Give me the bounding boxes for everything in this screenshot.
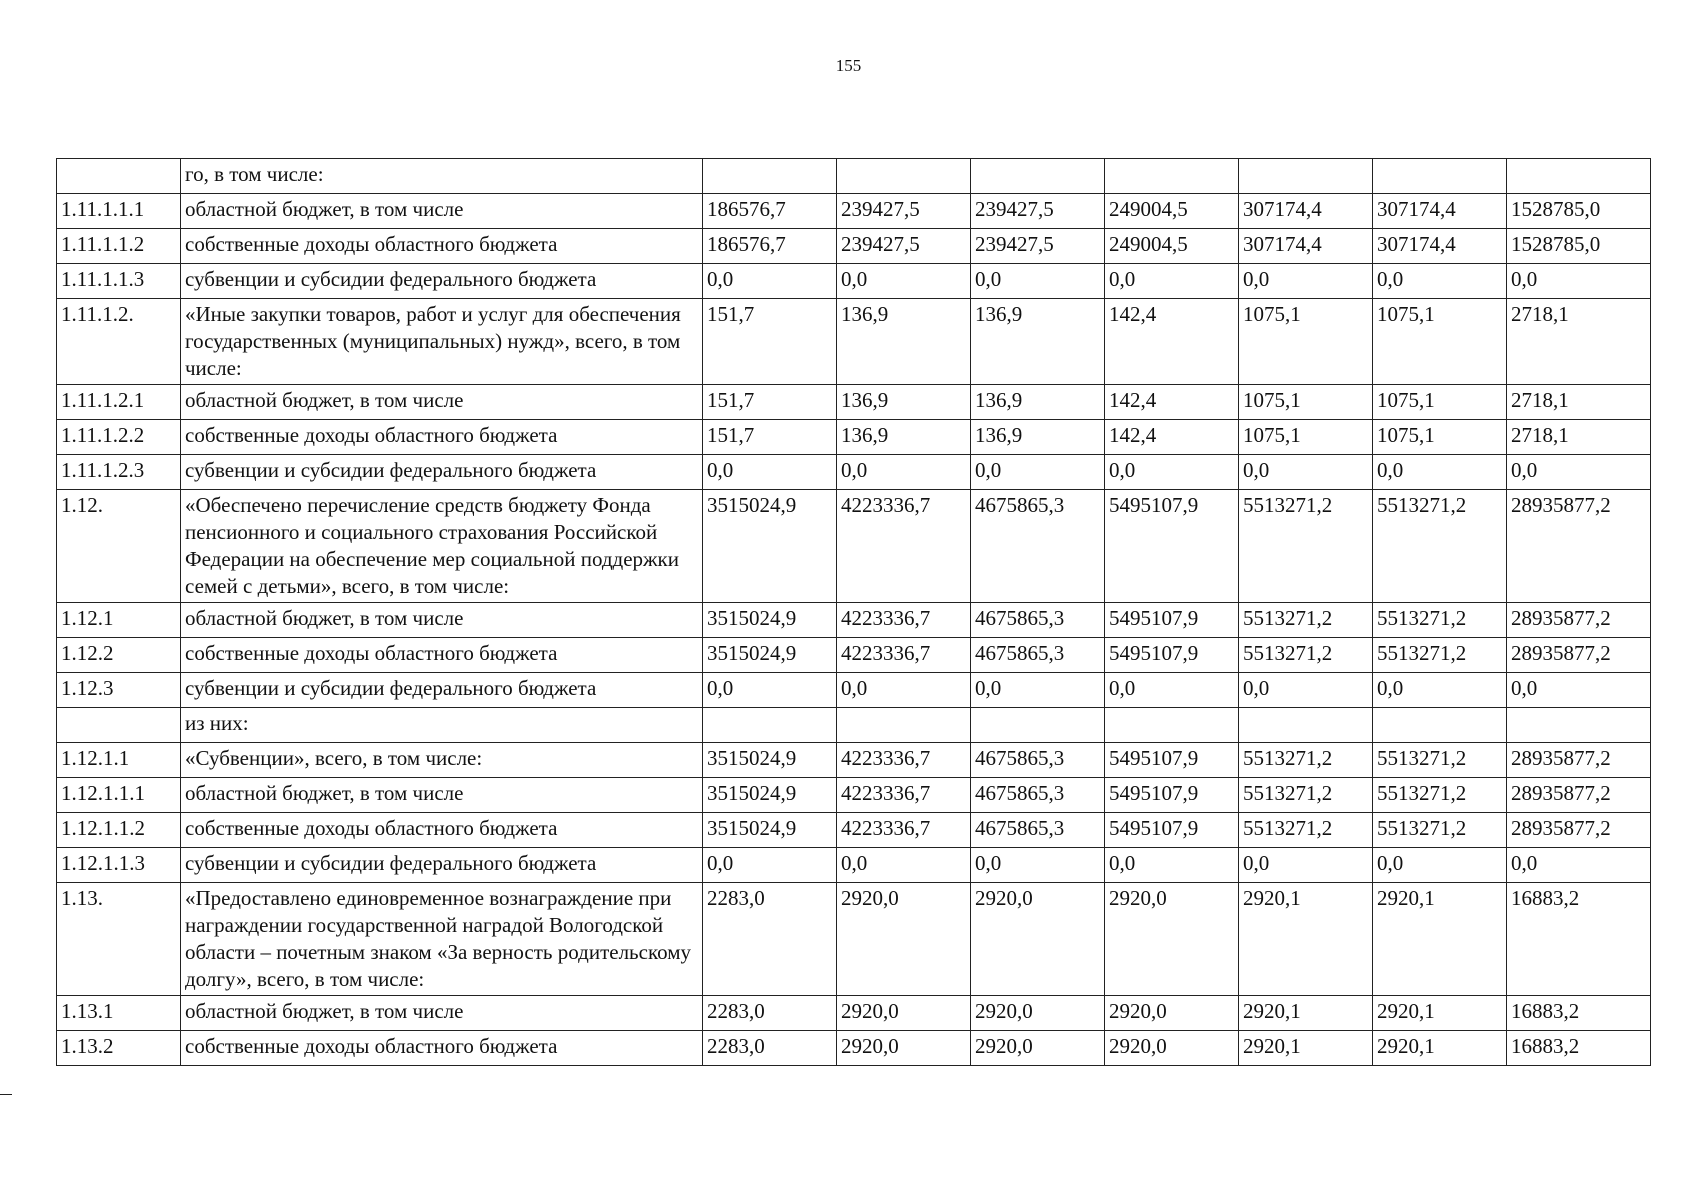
- row-value: 2283,0: [703, 1031, 837, 1066]
- row-name: собственные доходы областного бюджета: [181, 420, 703, 455]
- row-value: 0,0: [1105, 673, 1239, 708]
- row-value: 5513271,2: [1239, 638, 1373, 673]
- row-value: 1075,1: [1239, 420, 1373, 455]
- table-row: [57, 996, 1651, 1031]
- row-code: 1.11.1.2.3: [57, 455, 181, 490]
- row-name: субвенции и субсидии федерального бюджета: [181, 673, 703, 708]
- row-value: 4675865,3: [971, 778, 1105, 813]
- row-value: 5513271,2: [1373, 603, 1507, 638]
- row-value: 4223336,7: [837, 603, 971, 638]
- row-total-value: 28935877,2: [1507, 813, 1651, 848]
- row-value: 3515024,9: [703, 813, 837, 848]
- row-name: областной бюджет, в том числе: [181, 603, 703, 638]
- table-row: [57, 848, 1651, 883]
- row-name: областной бюджет, в том числе: [181, 385, 703, 420]
- row-total-value: 28935877,2: [1507, 743, 1651, 778]
- row-value: 307174,4: [1239, 194, 1373, 229]
- row-value: 2920,0: [837, 883, 971, 996]
- row-name: субвенции и субсидии федерального бюджета: [181, 455, 703, 490]
- row-code: 1.12.2: [57, 638, 181, 673]
- row-value: 136,9: [837, 385, 971, 420]
- row-value: 4675865,3: [971, 743, 1105, 778]
- row-code: 1.11.1.2.1: [57, 385, 181, 420]
- row-value: 4223336,7: [837, 743, 971, 778]
- row-value: 2920,0: [837, 996, 971, 1031]
- row-code: 1.12.1.1.3: [57, 848, 181, 883]
- row-name: из них:: [181, 708, 703, 743]
- row-name: «Субвенции», всего, в том числе:: [181, 743, 703, 778]
- row-total-value: 28935877,2: [1507, 490, 1651, 603]
- row-value: 0,0: [1105, 848, 1239, 883]
- row-value: 5513271,2: [1373, 813, 1507, 848]
- row-code: 1.12.1: [57, 603, 181, 638]
- row-name: собственные доходы областного бюджета: [181, 638, 703, 673]
- row-total-value: 16883,2: [1507, 1031, 1651, 1066]
- row-value: 239427,5: [971, 194, 1105, 229]
- row-name: субвенции и субсидии федерального бюджета: [181, 264, 703, 299]
- row-value: 3515024,9: [703, 490, 837, 603]
- row-value: 5495107,9: [1105, 638, 1239, 673]
- row-value: 0,0: [1373, 264, 1507, 299]
- row-value: [703, 159, 837, 194]
- budget-table-container: [56, 158, 1650, 1066]
- table-row: [57, 638, 1651, 673]
- row-value: [1373, 159, 1507, 194]
- row-value: 0,0: [837, 264, 971, 299]
- row-value: [1239, 708, 1373, 743]
- row-value: 5495107,9: [1105, 490, 1239, 603]
- row-value: 239427,5: [837, 229, 971, 264]
- row-value: 0,0: [971, 848, 1105, 883]
- row-value: 151,7: [703, 385, 837, 420]
- row-value: 4675865,3: [971, 638, 1105, 673]
- row-name: областной бюджет, в том числе: [181, 194, 703, 229]
- row-value: [1239, 159, 1373, 194]
- table-row: [57, 159, 1651, 194]
- budget-table: [56, 158, 1651, 1066]
- row-value: 2283,0: [703, 883, 837, 996]
- row-name: собственные доходы областного бюджета: [181, 229, 703, 264]
- row-total-value: 2718,1: [1507, 385, 1651, 420]
- row-value: 4223336,7: [837, 490, 971, 603]
- row-value: 4675865,3: [971, 490, 1105, 603]
- row-value: 2920,1: [1373, 996, 1507, 1031]
- row-name: го, в том числе:: [181, 159, 703, 194]
- row-total-value: 0,0: [1507, 673, 1651, 708]
- row-value: 2920,0: [1105, 883, 1239, 996]
- row-total-value: 0,0: [1507, 455, 1651, 490]
- row-total-value: 0,0: [1507, 848, 1651, 883]
- row-value: 5495107,9: [1105, 778, 1239, 813]
- row-value: [1105, 708, 1239, 743]
- row-value: 307174,4: [1239, 229, 1373, 264]
- row-value: [971, 159, 1105, 194]
- row-value: 142,4: [1105, 420, 1239, 455]
- row-value: 1075,1: [1373, 385, 1507, 420]
- row-value: 5513271,2: [1239, 743, 1373, 778]
- table-row: [57, 194, 1651, 229]
- row-total-value: 16883,2: [1507, 883, 1651, 996]
- row-value: 151,7: [703, 420, 837, 455]
- row-value: [971, 708, 1105, 743]
- budget-table-body: [57, 159, 1651, 1066]
- row-total-value: 1528785,0: [1507, 194, 1651, 229]
- row-total-value: 28935877,2: [1507, 778, 1651, 813]
- row-value: 2920,0: [1105, 996, 1239, 1031]
- row-name: «Обеспечено перечисление средств бюджету Фонда пенсионного и социального страхования Российской Федерации на обеспечение мер социальной поддержки семей с детьми», всего, в том числе:: [181, 490, 703, 603]
- row-value: 307174,4: [1373, 229, 1507, 264]
- row-value: 5513271,2: [1239, 603, 1373, 638]
- row-name: «Предоставлено единовременное вознаграждение при награждении государственной наградой Вологодской области – почетным знаком «За верность родительскому долгу», всего, в том числе:: [181, 883, 703, 996]
- row-code: 1.12.: [57, 490, 181, 603]
- row-code: 1.12.3: [57, 673, 181, 708]
- row-value: 4223336,7: [837, 778, 971, 813]
- row-value: 0,0: [1373, 848, 1507, 883]
- row-value: 186576,7: [703, 194, 837, 229]
- row-value: 3515024,9: [703, 778, 837, 813]
- table-row: [57, 603, 1651, 638]
- row-value: 1075,1: [1239, 299, 1373, 385]
- row-value: 5513271,2: [1373, 743, 1507, 778]
- row-value: 1075,1: [1373, 299, 1507, 385]
- row-value: 5513271,2: [1239, 778, 1373, 813]
- row-value: 0,0: [1239, 848, 1373, 883]
- row-value: 5513271,2: [1239, 813, 1373, 848]
- row-value: 3515024,9: [703, 638, 837, 673]
- row-value: 2920,0: [837, 1031, 971, 1066]
- row-value: 142,4: [1105, 385, 1239, 420]
- row-value: 0,0: [971, 264, 1105, 299]
- row-value: 142,4: [1105, 299, 1239, 385]
- row-value: 0,0: [837, 848, 971, 883]
- row-name: собственные доходы областного бюджета: [181, 1031, 703, 1066]
- row-total-value: 16883,2: [1507, 996, 1651, 1031]
- row-value: 5495107,9: [1105, 603, 1239, 638]
- row-value: 0,0: [1105, 455, 1239, 490]
- row-value: 0,0: [837, 673, 971, 708]
- row-value: 0,0: [703, 673, 837, 708]
- row-code: 1.12.1.1.2: [57, 813, 181, 848]
- row-value: 5513271,2: [1239, 490, 1373, 603]
- row-code: [57, 159, 181, 194]
- row-value: 4223336,7: [837, 813, 971, 848]
- row-value: 3515024,9: [703, 603, 837, 638]
- row-name: субвенции и субсидии федерального бюджета: [181, 848, 703, 883]
- table-row: [57, 420, 1651, 455]
- row-value: [1373, 708, 1507, 743]
- row-value: 136,9: [837, 420, 971, 455]
- row-value: [1105, 159, 1239, 194]
- row-value: 0,0: [1239, 455, 1373, 490]
- row-value: 307174,4: [1373, 194, 1507, 229]
- row-value: 136,9: [971, 385, 1105, 420]
- row-value: 5513271,2: [1373, 638, 1507, 673]
- row-total-value: [1507, 708, 1651, 743]
- row-value: 239427,5: [971, 229, 1105, 264]
- row-code: 1.13.: [57, 883, 181, 996]
- row-value: 239427,5: [837, 194, 971, 229]
- row-value: 249004,5: [1105, 229, 1239, 264]
- row-value: 2920,0: [1105, 1031, 1239, 1066]
- row-value: 0,0: [1239, 673, 1373, 708]
- row-total-value: 28935877,2: [1507, 638, 1651, 673]
- row-value: 0,0: [1373, 455, 1507, 490]
- row-name: областной бюджет, в том числе: [181, 996, 703, 1031]
- row-value: 2920,0: [971, 1031, 1105, 1066]
- row-value: [837, 159, 971, 194]
- row-value: 5513271,2: [1373, 490, 1507, 603]
- row-total-value: 0,0: [1507, 264, 1651, 299]
- row-value: 0,0: [837, 455, 971, 490]
- row-value: 2920,1: [1239, 1031, 1373, 1066]
- row-value: 0,0: [703, 455, 837, 490]
- row-value: 1075,1: [1373, 420, 1507, 455]
- row-code: 1.11.1.2.2: [57, 420, 181, 455]
- row-value: 0,0: [971, 455, 1105, 490]
- row-value: 0,0: [703, 848, 837, 883]
- row-value: 1075,1: [1239, 385, 1373, 420]
- row-value: 2920,1: [1373, 1031, 1507, 1066]
- row-value: 4675865,3: [971, 603, 1105, 638]
- page-number: 155: [835, 56, 862, 75]
- row-value: 0,0: [971, 673, 1105, 708]
- table-row: [57, 778, 1651, 813]
- row-value: 0,0: [1373, 673, 1507, 708]
- table-row: [57, 490, 1651, 603]
- row-value: 4675865,3: [971, 813, 1105, 848]
- table-row: [57, 455, 1651, 490]
- row-value: [837, 708, 971, 743]
- table-row: [57, 264, 1651, 299]
- row-code: 1.13.2: [57, 1031, 181, 1066]
- row-total-value: [1507, 159, 1651, 194]
- row-value: 2920,1: [1239, 883, 1373, 996]
- row-value: 5513271,2: [1373, 778, 1507, 813]
- row-value: [703, 708, 837, 743]
- table-row: [57, 299, 1651, 385]
- row-code: 1.11.1.2.: [57, 299, 181, 385]
- table-row: [57, 385, 1651, 420]
- table-row: [57, 813, 1651, 848]
- row-value: 136,9: [971, 299, 1105, 385]
- row-value: 2283,0: [703, 996, 837, 1031]
- row-value: 151,7: [703, 299, 837, 385]
- row-value: 2920,0: [971, 996, 1105, 1031]
- row-value: 136,9: [971, 420, 1105, 455]
- row-total-value: 28935877,2: [1507, 603, 1651, 638]
- table-row: [57, 743, 1651, 778]
- row-code: 1.13.1: [57, 996, 181, 1031]
- row-code: 1.11.1.1.3: [57, 264, 181, 299]
- row-value: 136,9: [837, 299, 971, 385]
- row-code: [57, 708, 181, 743]
- row-value: 5495107,9: [1105, 813, 1239, 848]
- row-value: 186576,7: [703, 229, 837, 264]
- row-code: 1.12.1.1.1: [57, 778, 181, 813]
- row-value: 0,0: [1105, 264, 1239, 299]
- table-row: [57, 229, 1651, 264]
- row-value: 2920,1: [1373, 883, 1507, 996]
- table-row: [57, 708, 1651, 743]
- row-code: 1.12.1.1: [57, 743, 181, 778]
- row-value: 249004,5: [1105, 194, 1239, 229]
- table-row: [57, 1031, 1651, 1066]
- row-value: 4223336,7: [837, 638, 971, 673]
- row-name: собственные доходы областного бюджета: [181, 813, 703, 848]
- row-code: 1.11.1.1.1: [57, 194, 181, 229]
- row-name: «Иные закупки товаров, работ и услуг для обеспечения государственных (муниципальных) нужд», всего, в том числе:: [181, 299, 703, 385]
- row-total-value: 2718,1: [1507, 420, 1651, 455]
- table-row: [57, 673, 1651, 708]
- row-name: областной бюджет, в том числе: [181, 778, 703, 813]
- row-value: 0,0: [1239, 264, 1373, 299]
- row-value: 2920,0: [971, 883, 1105, 996]
- row-total-value: 1528785,0: [1507, 229, 1651, 264]
- table-row: [57, 883, 1651, 996]
- row-value: 5495107,9: [1105, 743, 1239, 778]
- row-value: 2920,1: [1239, 996, 1373, 1031]
- margin-mark: [0, 1094, 12, 1095]
- row-value: 3515024,9: [703, 743, 837, 778]
- row-value: 0,0: [703, 264, 837, 299]
- row-total-value: 2718,1: [1507, 299, 1651, 385]
- row-code: 1.11.1.1.2: [57, 229, 181, 264]
